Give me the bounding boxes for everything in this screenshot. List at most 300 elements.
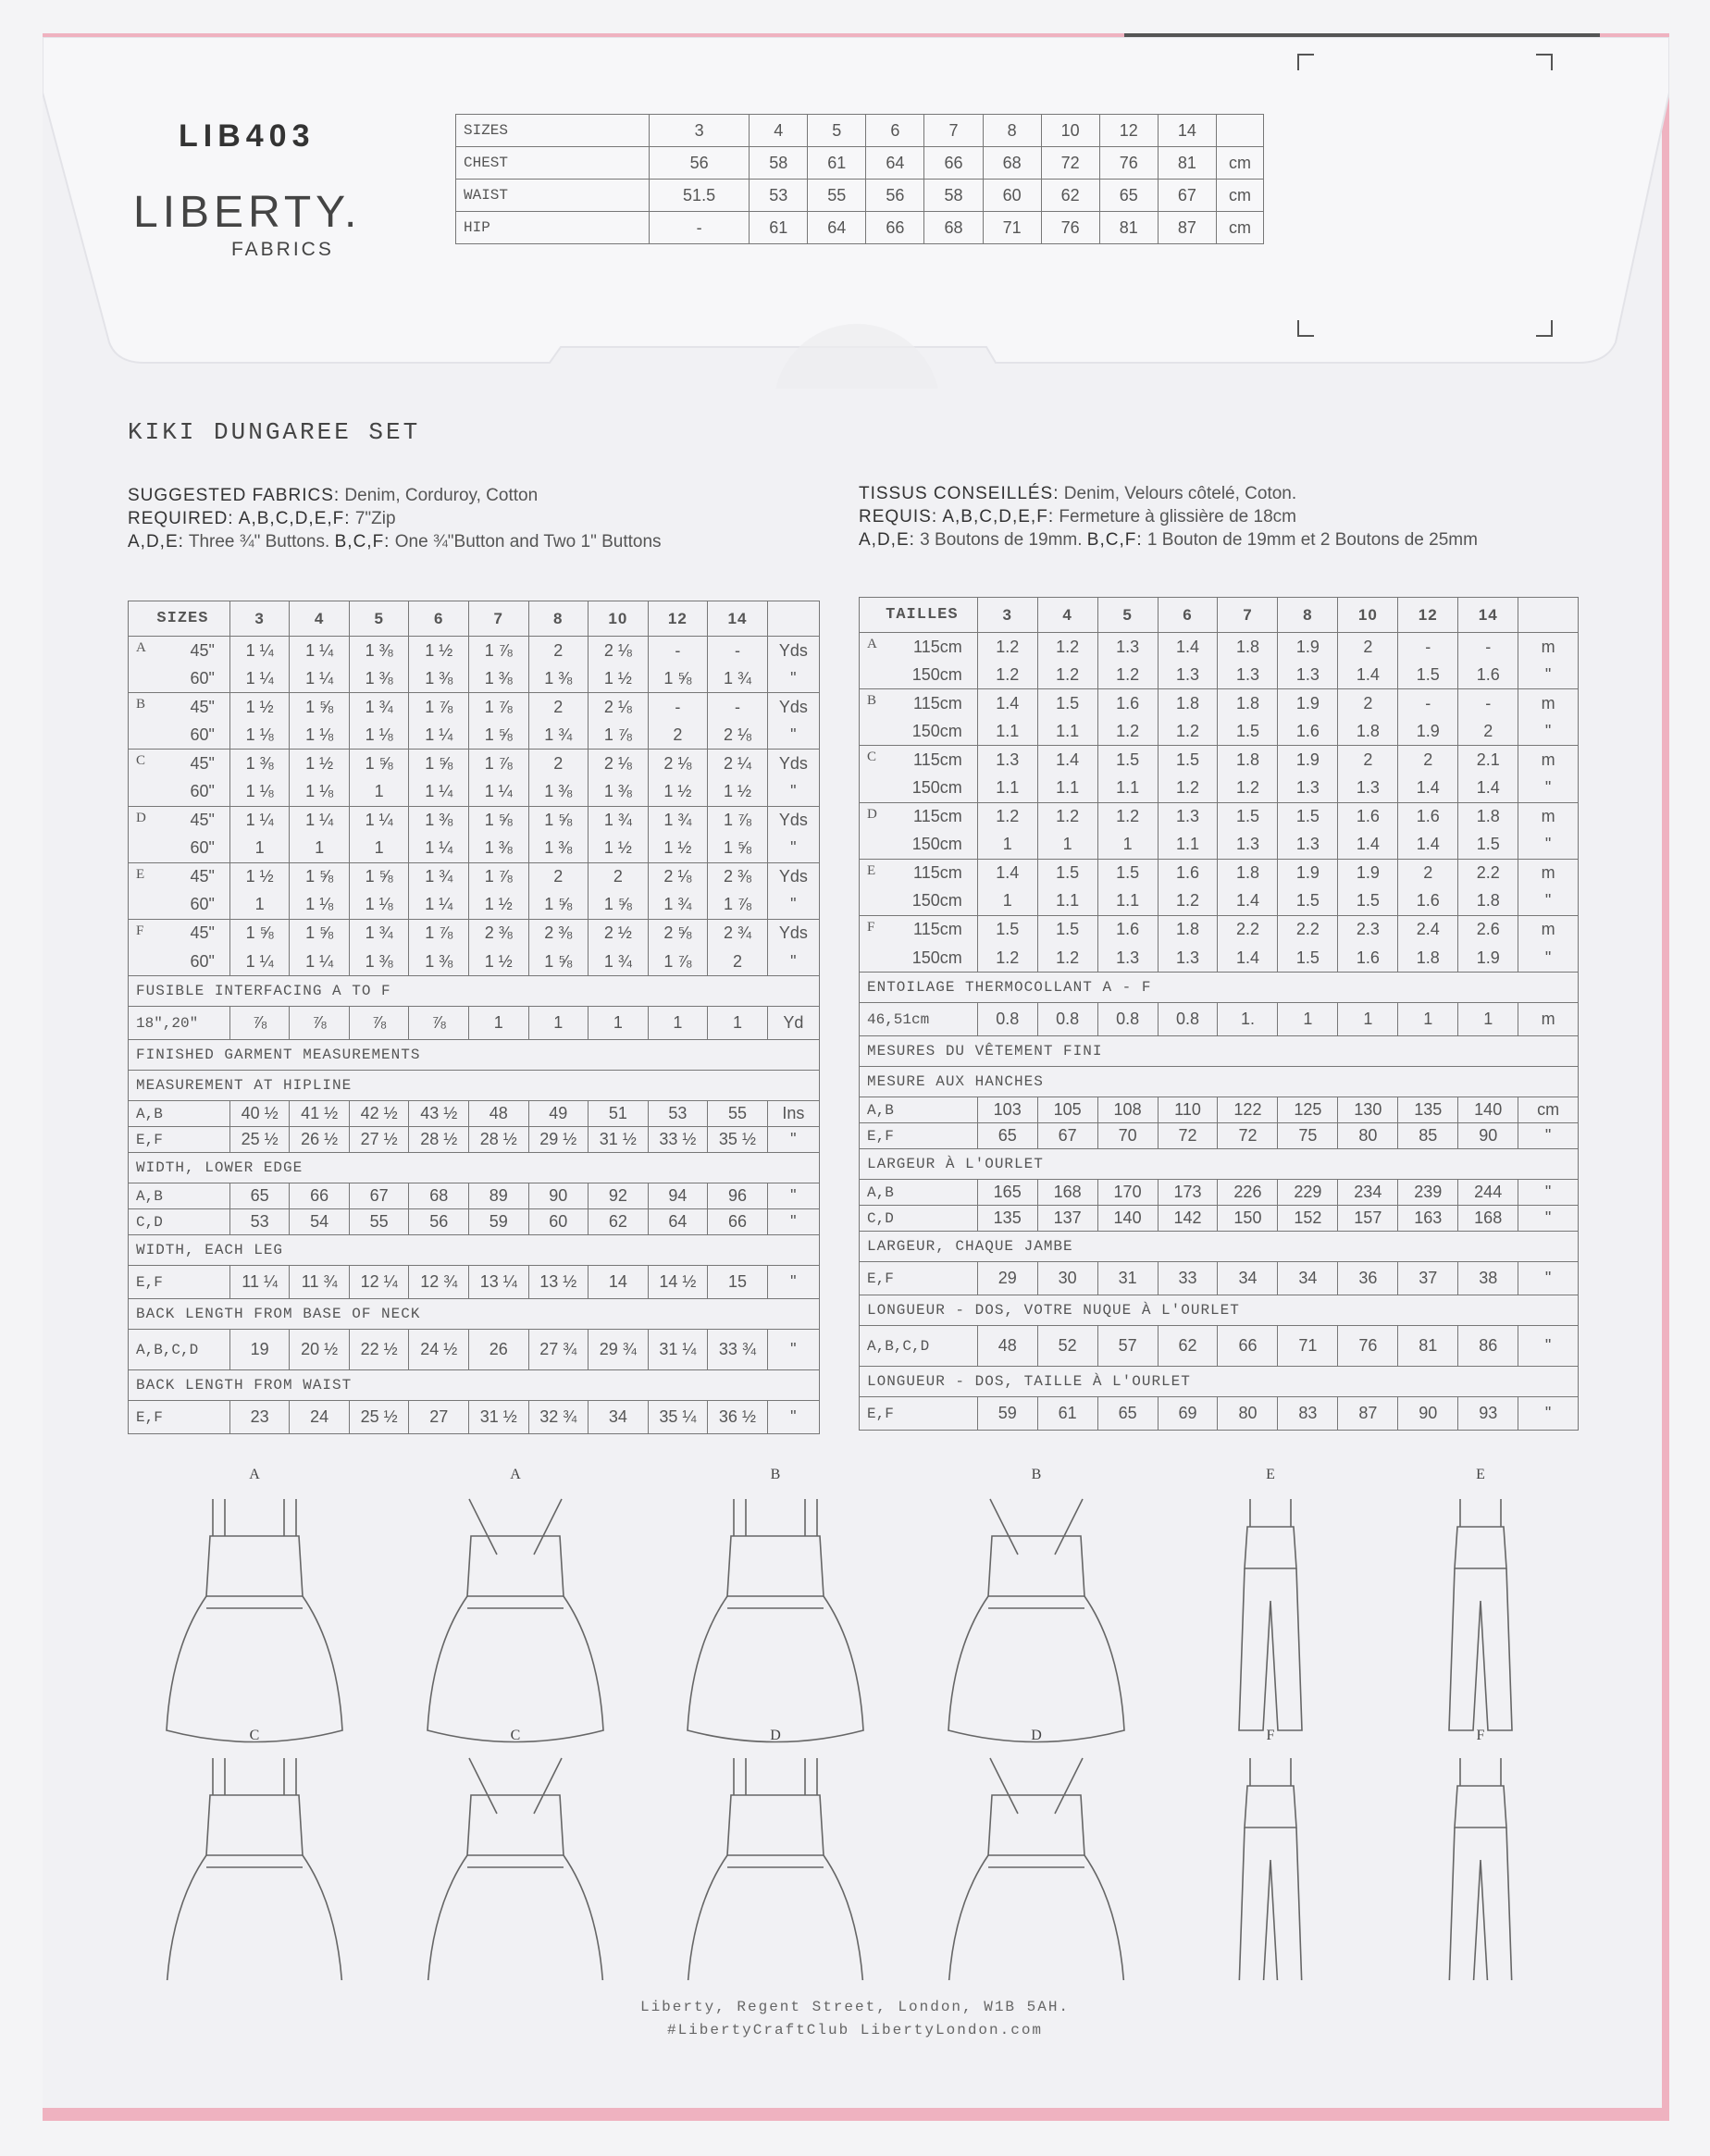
table-cell: 14 [1458, 598, 1518, 633]
yardage-cell: 1 ⅜ [229, 750, 290, 778]
yardage-cell: m [1518, 802, 1579, 831]
table-cell: " [1518, 1262, 1579, 1295]
table-cell: 105 [1037, 1097, 1097, 1123]
yardage-row [129, 891, 820, 920]
table-cell: 28 ½ [468, 1127, 528, 1153]
table-cell: 29 ½ [528, 1127, 589, 1153]
yardage-row [129, 637, 820, 665]
yardage-cell: 2 [528, 862, 589, 891]
fabric-width: 45" [190, 923, 215, 943]
section-title: LARGEUR À L'OURLET [860, 1149, 1579, 1180]
table-cell: 3 [977, 598, 1037, 633]
garment-outline [1239, 1568, 1302, 1730]
table-cell: 48 [977, 1326, 1037, 1367]
buttons-text-1: Three ¾" Buttons. [183, 532, 335, 551]
fabric-width: 150cm [911, 891, 962, 911]
table-cell: 1. [1218, 1003, 1278, 1036]
fabric-width-cell [129, 693, 230, 722]
table-cell: 35 ¼ [648, 1401, 708, 1434]
table-cell: 60 [983, 180, 1041, 212]
yardage-cell: 2 ⅜ [468, 919, 528, 948]
fabrics-french [859, 482, 1478, 551]
row-label: E,F [129, 1127, 230, 1153]
yardage-cell: 1 ½ [648, 777, 708, 806]
yardage-cell: 1.5 [1278, 802, 1338, 831]
table-cell: 13 ¼ [468, 1266, 528, 1299]
yardage-cell: 2 ⅛ [708, 721, 768, 750]
garment-outline [1250, 1499, 1291, 1527]
table-cell: 76 [1099, 147, 1158, 180]
yardage-cell: 1 ⅜ [349, 664, 409, 693]
yardage-cell: - [708, 693, 768, 722]
yardage-cell: " [767, 664, 819, 693]
yardage-row [860, 831, 1579, 860]
garment-drawing [1239, 1499, 1302, 1730]
yardage-cell: 1.3 [1278, 831, 1338, 860]
leg-row [129, 1266, 820, 1299]
brand-subtitle: FABRICS [231, 239, 334, 260]
neck-title-row [129, 1299, 820, 1330]
yardage-cell: 1.4 [1338, 831, 1398, 860]
buttons-text-fr-1: 3 Boutons de 19mm. [914, 530, 1087, 550]
section-title: FUSIBLE INTERFACING A TO F [129, 976, 820, 1007]
row-label: A,B [860, 1097, 978, 1123]
yardage-cell: 1 ⅛ [290, 891, 350, 920]
yardage-cell: 1.8 [1218, 689, 1278, 718]
yardage-cell: " [767, 948, 819, 976]
garment-outline [206, 1536, 303, 1596]
table-cell: 7 [924, 115, 983, 147]
garment-outline [167, 1855, 342, 1980]
fabric-width-cell [129, 948, 230, 976]
view-letter: F [867, 919, 875, 935]
yardage-cell: 1 ¼ [290, 664, 350, 693]
row-label: SIZES [456, 115, 650, 147]
garment-outline [990, 1499, 1083, 1555]
yardage-cell: 1 ⅜ [528, 664, 589, 693]
waist-title-row [860, 1367, 1579, 1397]
yardage-cell: 1.5 [1037, 859, 1097, 887]
required-label: REQUIRED: A,B,C,D,E,F: [128, 509, 351, 528]
fabrics-text: Denim, Corduroy, Cotton [340, 486, 539, 505]
view-label: C [510, 1728, 521, 1743]
fabric-width: 115cm [913, 863, 962, 883]
table-cell: 0.8 [1037, 1003, 1097, 1036]
table-cell: 1 [1458, 1003, 1518, 1036]
fabric-width-cell [860, 661, 978, 689]
yardage-cell: 1 ⅜ [528, 835, 589, 863]
table-cell: 14 [1158, 115, 1216, 147]
fusible-title-row [860, 973, 1579, 1003]
fabric-width: 115cm [913, 807, 962, 826]
table-cell: " [767, 1183, 819, 1209]
yardage-cell: 1 ¾ [648, 891, 708, 920]
yardage-cell: 1.2 [1037, 802, 1097, 831]
yardage-cell: 1.2 [1158, 887, 1218, 916]
yardage-cell: 1 ¾ [648, 806, 708, 835]
table-cell: 71 [983, 212, 1041, 244]
neck-row [129, 1330, 820, 1370]
fusible-row [129, 1007, 820, 1040]
yardage-cell: 1.4 [1218, 887, 1278, 916]
yardage-cell: 1.5 [1097, 859, 1158, 887]
garment-illustrations [0, 1462, 1710, 1980]
yardage-cell: 1 ⅜ [468, 835, 528, 863]
yardage-cell: 1.1 [1158, 831, 1218, 860]
yardage-cell: 1.2 [977, 661, 1037, 689]
yardage-row [860, 689, 1579, 718]
table-cell: 49 [528, 1101, 589, 1127]
table-cell: 142 [1158, 1206, 1218, 1232]
yardage-cell: 1.5 [1398, 661, 1458, 689]
yardage-cell: 1.3 [1338, 774, 1398, 802]
garment-outline [1460, 1499, 1501, 1527]
yardage-cell: 1 ½ [589, 835, 649, 863]
garment-drawing [1449, 1499, 1512, 1730]
yardage-cell: 1.5 [1338, 887, 1398, 916]
yardage-cell: 2 ⅛ [648, 750, 708, 778]
view-label: D [1031, 1728, 1042, 1743]
table-cell: 125 [1278, 1097, 1338, 1123]
table-cell: 58 [924, 180, 983, 212]
table-cell: 67 [1037, 1123, 1097, 1149]
table-cell: 64 [866, 147, 924, 180]
yardage-cell: 1 [349, 777, 409, 806]
yardage-row [129, 919, 820, 948]
table-cell: 10 [1041, 115, 1099, 147]
table-cell: 11 ¾ [290, 1266, 350, 1299]
fabric-width-cell [860, 831, 978, 860]
yardage-cell: 1.6 [1398, 887, 1458, 916]
waist-row [129, 1401, 820, 1434]
table-cell: 52 [1037, 1326, 1097, 1367]
yardage-row [860, 717, 1579, 746]
hip-row [860, 1097, 1579, 1123]
table-cell: 36 ½ [708, 1401, 768, 1434]
view-label: C [249, 1728, 260, 1743]
yardage-cell: Yds [767, 750, 819, 778]
yardage-cell: 1 ⅛ [349, 721, 409, 750]
view-letter: B [867, 693, 877, 709]
yardage-row [129, 806, 820, 835]
yardage-cell: 1 [349, 835, 409, 863]
fabrics-label-fr: TISSUS CONSEILLÉS: [859, 484, 1059, 503]
section-title: BACK LENGTH FROM WAIST [129, 1370, 820, 1401]
yardage-cell: 1 ⅞ [468, 862, 528, 891]
yardage-cell: 2.3 [1338, 915, 1398, 944]
fusible-title-row [129, 976, 820, 1007]
yardage-cell: m [1518, 915, 1579, 944]
table-cell: " [767, 1330, 819, 1370]
fabric-width-cell [129, 862, 230, 891]
yardage-cell: 1 ¼ [229, 664, 290, 693]
buttons-label-1: A,D,E: [128, 532, 184, 551]
view-label: A [510, 1467, 521, 1482]
table-cell: 55 [349, 1209, 409, 1235]
garment-drawing [1449, 1758, 1512, 1980]
table-cell: 135 [977, 1206, 1037, 1232]
table-cell: 66 [924, 147, 983, 180]
waist-title-row [129, 1370, 820, 1401]
yardage-cell: 1 ⅝ [468, 806, 528, 835]
table-cell: 6 [409, 601, 469, 637]
garment-outline [1455, 1527, 1506, 1568]
hip-row [129, 1127, 820, 1153]
yardage-cell: 1.6 [1278, 717, 1338, 746]
yardage-cell: 1 ⅜ [349, 948, 409, 976]
fabric-width-cell [860, 802, 978, 831]
buttons-label-2: B,C,F: [334, 532, 390, 551]
table-cell: 3 [650, 115, 750, 147]
table-cell: 54 [290, 1209, 350, 1235]
crop-mark-bl [1297, 320, 1314, 337]
garment-drawing [948, 1758, 1124, 1980]
table-cell: " [767, 1209, 819, 1235]
table-cell: 62 [589, 1209, 649, 1235]
table-cell: " [1518, 1206, 1579, 1232]
table-cell: 6 [1158, 598, 1218, 633]
table-cell: 76 [1041, 212, 1099, 244]
fabric-width-cell [860, 633, 978, 662]
yardage-cell: 1.6 [1398, 802, 1458, 831]
table-cell: 66 [290, 1183, 350, 1209]
garment-outline [688, 1855, 863, 1980]
section-title: FINISHED GARMENT MEASUREMENTS [129, 1040, 820, 1071]
table-cell: 140 [1097, 1206, 1158, 1232]
table-cell: 31 ½ [468, 1401, 528, 1434]
yardage-cell: 1.9 [1278, 633, 1338, 662]
garment-outline [206, 1795, 303, 1855]
fabric-width: 60" [190, 838, 215, 858]
yardage-row [129, 693, 820, 722]
yardage-row [860, 633, 1579, 662]
yardage-cell: 1.5 [1218, 717, 1278, 746]
yardage-cell: 1 [229, 891, 290, 920]
fabric-width-cell [860, 859, 978, 887]
table-cell: ⅞ [229, 1007, 290, 1040]
table-cell: 1 [528, 1007, 589, 1040]
table-cell: 34 [589, 1401, 649, 1434]
fabric-width: 45" [190, 697, 215, 716]
garment-outline [469, 1758, 562, 1814]
garment-outline [467, 1795, 564, 1855]
yardage-cell: 1.2 [1158, 717, 1218, 746]
section-title: LONGUEUR - DOS, TAILLE À L'OURLET [860, 1367, 1579, 1397]
table-cell: 56 [409, 1209, 469, 1235]
table-cell: 7 [468, 601, 528, 637]
table-cell: 7 [1218, 598, 1278, 633]
fabric-width-cell [860, 717, 978, 746]
section-title: BACK LENGTH FROM BASE OF NECK [129, 1299, 820, 1330]
yardage-cell: 1 ¼ [229, 806, 290, 835]
row-label: CHEST [456, 147, 650, 180]
yardage-cell: 1 ½ [229, 862, 290, 891]
table-cell: 152 [1278, 1206, 1338, 1232]
table-cell: 122 [1218, 1097, 1278, 1123]
table-cell: 92 [589, 1183, 649, 1209]
table-cell: 75 [1278, 1123, 1338, 1149]
yardage-cell: 2.4 [1398, 915, 1458, 944]
yardage-cell: 1.8 [1458, 887, 1518, 916]
table-cell: 0.8 [977, 1003, 1037, 1036]
table-cell: 163 [1398, 1206, 1458, 1232]
table-cell: 24 [290, 1401, 350, 1434]
hip-title-row [129, 1071, 820, 1101]
yardage-cell: 1.5 [1458, 831, 1518, 860]
yardage-cell: 1 ⅛ [229, 777, 290, 806]
yardage-cell: 1.2 [1097, 661, 1158, 689]
width-row [129, 1183, 820, 1209]
table-cell: 90 [1398, 1397, 1458, 1431]
table-cell: m [1518, 1003, 1579, 1036]
table-cell: 27 ¾ [528, 1330, 589, 1370]
yardage-cell: 1.2 [977, 633, 1037, 662]
garment-outline [1460, 1758, 1501, 1786]
table-cell: " [767, 1401, 819, 1434]
fabric-width: 115cm [913, 693, 962, 712]
row-label: A,B [129, 1101, 230, 1127]
table-cell: 140 [1458, 1097, 1518, 1123]
fabric-width: 150cm [911, 835, 962, 854]
yardage-cell: Yds [767, 919, 819, 948]
table-cell: 29 ¾ [589, 1330, 649, 1370]
garment-outline [428, 1596, 603, 1742]
garment-outline [167, 1596, 342, 1742]
yardage-cell: 1.2 [977, 944, 1037, 973]
view-letter: F [136, 923, 144, 938]
table-cell: 34 [1218, 1262, 1278, 1295]
table-cell: 64 [648, 1209, 708, 1235]
yardage-cell: 1.3 [1158, 802, 1218, 831]
yardage-cell: 1 ¾ [349, 919, 409, 948]
yardage-cell: 1 ¼ [409, 835, 469, 863]
yardage-cell: 1 ⅛ [349, 891, 409, 920]
yardage-cell: m [1518, 633, 1579, 662]
fabric-width-cell [860, 746, 978, 774]
table-cell: 135 [1398, 1097, 1458, 1123]
yardage-cell: 1.2 [1097, 802, 1158, 831]
table-cell: 96 [708, 1183, 768, 1209]
table-cell: 43 ½ [409, 1101, 469, 1127]
table-cell: 61 [1037, 1397, 1097, 1431]
fabric-width: 45" [190, 867, 215, 886]
yardage-cell: " [767, 777, 819, 806]
table-cell: 22 ½ [349, 1330, 409, 1370]
yardage-cell: 1 ½ [468, 948, 528, 976]
yardage-cell: 1 ¾ [708, 664, 768, 693]
fabric-width-cell [129, 806, 230, 835]
table-cell: 55 [808, 180, 866, 212]
yardage-cell: 1.4 [977, 689, 1037, 718]
table-cell: 61 [750, 212, 808, 244]
view-label: B [1031, 1467, 1042, 1482]
table-cell: 168 [1458, 1206, 1518, 1232]
yardage-cell: 1.4 [1158, 633, 1218, 662]
yardage-row [129, 835, 820, 863]
table-cell: 33 ¾ [708, 1330, 768, 1370]
yardage-cell: " [1518, 717, 1579, 746]
table-cell: 32 ¾ [528, 1401, 589, 1434]
yardage-cell: 1.5 [1097, 746, 1158, 774]
garment-drawing [948, 1499, 1124, 1742]
yardage-cell: 1 ¼ [229, 948, 290, 976]
yardage-cell: " [1518, 887, 1579, 916]
yardage-cell: 1 ¾ [349, 693, 409, 722]
table-cell: 66 [866, 212, 924, 244]
footer-links: #LibertyCraftClub LibertyLondon.com [666, 2022, 1044, 2038]
view-label: B [770, 1467, 781, 1482]
yardage-cell: 1 [1097, 831, 1158, 860]
table-cell: 1 [1398, 1003, 1458, 1036]
buttons-label-fr-2: B,C,F: [1086, 530, 1143, 550]
view-letter: D [867, 806, 877, 822]
yardage-cell: m [1518, 689, 1579, 718]
row-label: E,F [129, 1401, 230, 1434]
yardage-cell: - [1458, 633, 1518, 662]
table-cell: 51 [589, 1101, 649, 1127]
yardage-cell: 1 ¾ [409, 862, 469, 891]
table-cell: 70 [1097, 1123, 1158, 1149]
yardage-cell: 1.8 [1218, 633, 1278, 662]
yardage-cell: 1 ⅞ [468, 637, 528, 665]
buttons-text-2: One ¾"Button and Two 1" Buttons [390, 532, 662, 551]
row-label: A,B,C,D [860, 1326, 978, 1367]
table-cell: 12 ¼ [349, 1266, 409, 1299]
table-cell: 26 ½ [290, 1127, 350, 1153]
table-cell: " [1518, 1123, 1579, 1149]
table-cell: 68 [924, 212, 983, 244]
yardage-cell: 1 ⅞ [708, 891, 768, 920]
leg-title-row [129, 1235, 820, 1266]
yardage-cell: 1 ⅝ [708, 835, 768, 863]
table-cell: " [1518, 1180, 1579, 1206]
table-cell: 170 [1097, 1180, 1158, 1206]
yardage-cell: 1.5 [1278, 887, 1338, 916]
yardage-cell: 2 [1338, 633, 1398, 662]
hip-row [129, 1101, 820, 1127]
table-cell: Ins [767, 1101, 819, 1127]
fabric-width: 60" [190, 782, 215, 801]
yardage-cell: 1 ⅝ [349, 862, 409, 891]
row-label: 46,51cm [860, 1003, 978, 1036]
yardage-cell: 1 ¼ [290, 806, 350, 835]
yardage-cell: 1 ⅛ [229, 721, 290, 750]
yardage-cell: 1 ⅞ [648, 948, 708, 976]
yardage-cell: 1.1 [977, 717, 1037, 746]
table-cell: 72 [1218, 1123, 1278, 1149]
hip-row [860, 1123, 1579, 1149]
yardage-cell: 1 ⅞ [589, 721, 649, 750]
fabric-width: 60" [190, 895, 215, 914]
yardage-row [129, 750, 820, 778]
table-cell: cm [1518, 1097, 1579, 1123]
table-cell: 1 [1278, 1003, 1338, 1036]
yardage-cell: 2 ⅛ [589, 637, 649, 665]
garment-outline [1239, 1828, 1302, 1980]
yardage-cell: 1 ⅞ [468, 750, 528, 778]
yardage-cell: 1.6 [1097, 689, 1158, 718]
table-cell: 25 ½ [349, 1401, 409, 1434]
table-cell: 65 [1099, 180, 1158, 212]
yardage-cell: 1.9 [1278, 859, 1338, 887]
table-cell: 14 [708, 601, 768, 637]
table-cell: 11 ¼ [229, 1266, 290, 1299]
view-letter: D [136, 810, 146, 825]
table-cell: " [1518, 1326, 1579, 1367]
fabric-width-cell [129, 919, 230, 948]
yardage-cell: 1.1 [1097, 887, 1158, 916]
fabric-width-cell [129, 637, 230, 665]
